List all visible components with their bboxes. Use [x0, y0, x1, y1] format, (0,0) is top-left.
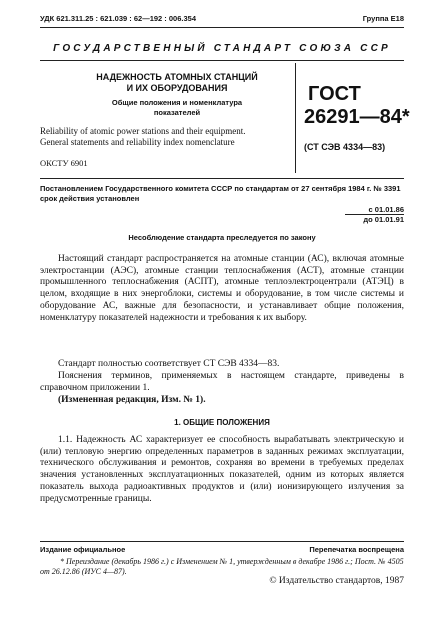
banner: ГОСУДАРСТВЕННЫЙ СТАНДАРТ СОЮЗА ССР — [53, 43, 391, 54]
paragraph-terms: Пояснения терминов, применяемых в настоящем стандарте, приведены в справочном приложении 1. — [40, 371, 404, 393]
official-edition: Издание официальное — [40, 545, 126, 554]
copyright: © Издательство стандартов, 1987 — [269, 576, 404, 586]
udk-code: УДК 621.311.25 : 621.039 : 62—192 : 006.354 — [40, 14, 196, 23]
valid-to-date: до 01.01.91 — [363, 215, 404, 224]
document-subtitle — [66, 98, 288, 118]
title-line: И ИХ ОБОРУДОВАНИЯ — [126, 83, 228, 93]
footer-rule — [40, 541, 404, 542]
document-title — [66, 72, 288, 94]
english-line: General statements and reliability index nomenclature — [40, 137, 235, 147]
paragraph-1-1: 1.1. Надежность АС характеризует ее способность вырабатывать электрическую и (или) тепловую энергию определенных параметров в заданных режимах эксплуатации, технического обслуживания и ремонтов, сохраняя во времени в требуемых пределах значения установленных эксплуатационных показателей, одним из которых является показатель выхода радиоактивных продуктов и (или) ионизирующего излучения за предусмотренные границы. — [40, 435, 404, 504]
decree-text: Постановлением Государственного комитета СССР по стандартам от 27 сентября 1984 г. № 3391 срок действия установлен — [40, 184, 401, 203]
sev-reference: (СТ СЭВ 4334—83) — [304, 142, 386, 152]
amendment-note: (Измененная редакция, Изм. № 1). — [58, 395, 206, 405]
title-line: НАДЕЖНОСТЬ АТОМНЫХ СТАНЦИЙ — [96, 72, 258, 82]
okstu-code: ОКСТУ 6901 — [40, 158, 88, 168]
valid-from-date: с 01.01.86 — [368, 205, 404, 214]
vertical-divider — [295, 63, 296, 173]
reprint-prohibited: Перепечатка воспрещена — [309, 545, 404, 554]
section-heading: 1. ОБЩИЕ ПОЛОЖЕНИЯ — [174, 418, 270, 427]
paragraph-sev: Стандарт полностью соответствует СТ СЭВ 4334—83. — [58, 359, 280, 369]
english-line: Reliability of atomic power stations and their equipment. — [40, 126, 246, 136]
banner-rule — [40, 60, 404, 61]
subtitle-line: Общие положения и номенклатура — [111, 98, 243, 107]
header-bottom-rule — [40, 178, 404, 179]
group-code: Группа Е18 — [362, 14, 404, 23]
paragraph-scope: Настоящий стандарт распространяется на атомные станции (АС), включая атомные электростанции (АЭС), атомные станции теплоснабжения (АСТ), атомные станции промышленного теплоснабжения (АСПТ), атомные теплоэлектроцентрали (АТЭЦ) в целом, входящие в них энергоблоки, системы и оборудование, в том числе системы и оборудование АС, важные для безопасности, и устанавливает общие положения, номенклатуру показателей надежности и требования к их выбору. — [40, 254, 404, 323]
english-title — [40, 126, 292, 148]
reissue-note: * Переиздание (декабрь 1986 г.) с Изменением № 1, утвержденным в декабре 1986 г.; Пост. № 4505 от 26.12.86 (ИУС 4—87). — [40, 557, 404, 576]
subtitle-line: показателей — [153, 108, 201, 117]
noncompliance-notice: Несоблюдение стандарта преследуется по закону — [128, 233, 316, 242]
gost-number: 26291—84* — [304, 106, 410, 128]
top-rule — [40, 27, 404, 28]
gost-label: ГОСТ — [308, 83, 361, 105]
